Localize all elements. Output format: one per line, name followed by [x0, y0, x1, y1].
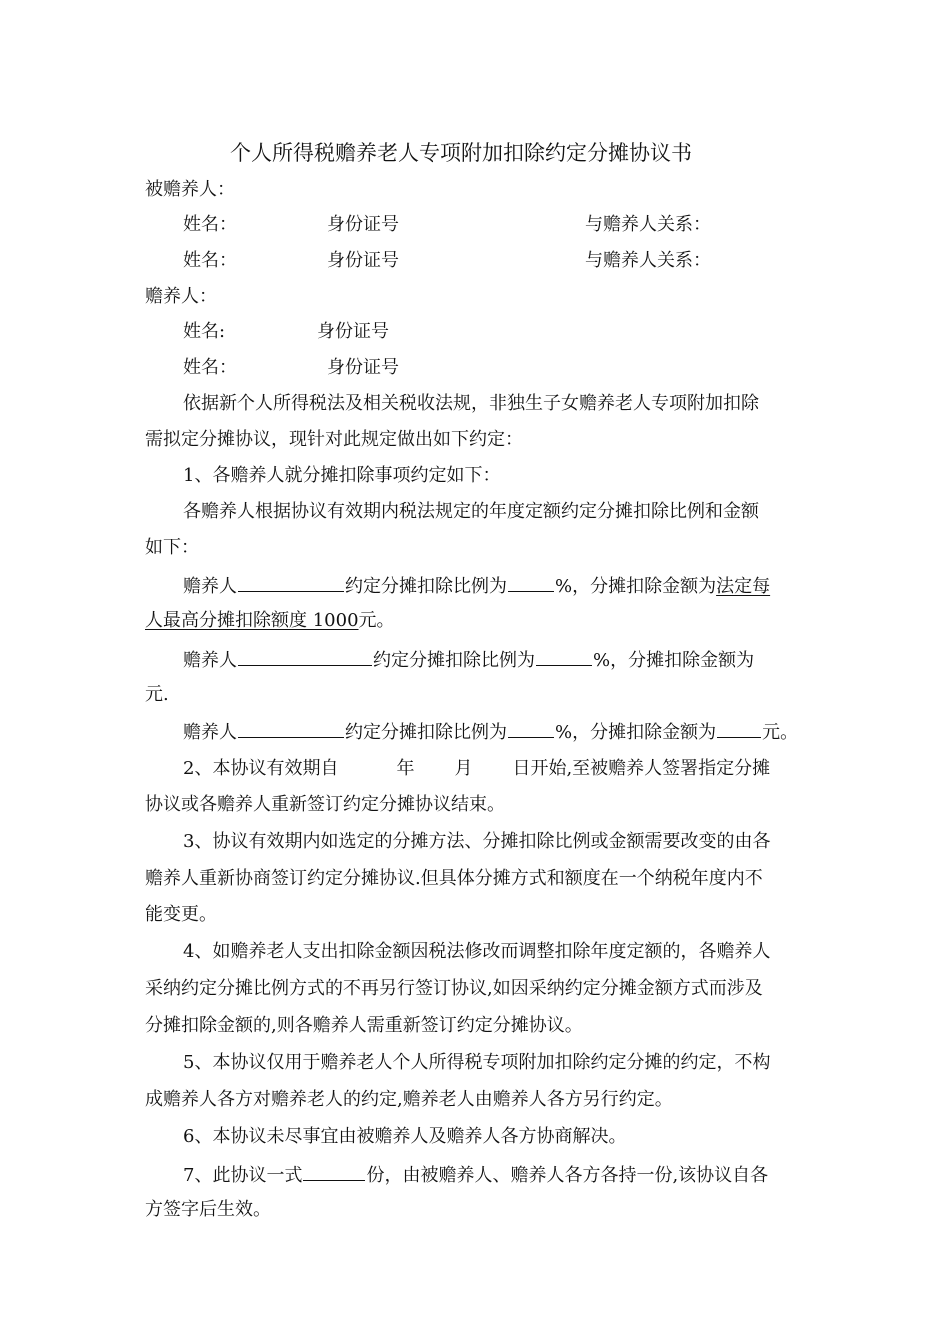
clause-4-line: 4、如赡养老人支出扣除金额因税法修改而调整扣除年度定额的，各赡养人	[183, 941, 771, 962]
entry-amount-label: %，分摊扣除金额为	[555, 722, 717, 743]
dependent-heading: 被赡养人：	[145, 179, 235, 200]
entry-ratio-label: 约定分摊扣除比例为	[345, 722, 507, 743]
clause-7-rest: 份，由被赡养人、赡养人各方各持一份,该协议自各	[366, 1165, 769, 1186]
name-label: 姓名：	[183, 250, 237, 271]
supporters-heading: 赡养人：	[145, 286, 217, 307]
supporter-entry-1	[183, 573, 770, 597]
clause-3-line: 3、协议有效期内如选定的分摊方法、分摊扣除比例或金额需要改变的由各	[183, 831, 771, 852]
supporter-entry-2	[183, 647, 754, 671]
intro-line: 依据新个人所得税法及相关税收法规，非独生子女赡养老人专项附加扣除	[183, 393, 759, 414]
clause-7-line: 方签字后生效。	[145, 1199, 271, 1220]
clause-7-start: 7、此协议一式	[183, 1165, 303, 1186]
clause-5-line: 5、本协议仅用于赡养老人个人所得税专项附加扣除约定分摊的约定，不构	[183, 1052, 771, 1073]
supporter-name-blank[interactable]	[238, 573, 344, 592]
ratio-blank[interactable]	[508, 719, 554, 738]
copies-blank[interactable]	[303, 1162, 365, 1181]
supporter-entry-1-cont	[145, 609, 395, 633]
clause-2-line	[183, 757, 770, 781]
id-label: 身份证号	[327, 214, 399, 235]
clause-1-heading: 1、各赡养人就分摊扣除事项约定如下：	[183, 465, 501, 486]
id-label: 身份证号	[317, 321, 389, 342]
entry-prefix: 赡养人	[183, 576, 237, 597]
clause-1-desc: 如下：	[145, 537, 199, 558]
name-label: 姓名:	[183, 321, 226, 342]
ratio-blank[interactable]	[536, 647, 592, 666]
name-label: 姓名：	[183, 214, 237, 235]
year-label: 年	[396, 758, 415, 779]
amount-blank[interactable]	[717, 719, 761, 738]
statutory-amount-text: 人最高分摊扣除额度 1000	[145, 610, 359, 631]
relation-label: 与赡养人关系：	[585, 214, 711, 235]
entry-end: 元。	[358, 610, 395, 631]
entry-end: 元。	[762, 722, 799, 743]
clause-3-line: 赡养人重新协商签订约定分摊协议.但具体分摊方式和额度在一个纳税年度内不	[145, 868, 763, 889]
clause-1-desc: 各赡养人根据协议有效期内税法规定的年度定额约定分摊扣除比例和金额	[183, 501, 759, 522]
document-title: 个人所得税赡养老人专项附加扣除约定分摊协议书	[230, 141, 692, 165]
clause-2-start: 2、本协议有效期自	[183, 758, 339, 779]
id-label: 身份证号	[327, 357, 399, 378]
entry-ratio-label: 约定分摊扣除比例为	[373, 650, 535, 671]
clause-4-line: 采纳约定分摊比例方式的不再另行签订协议,如因采纳约定分摊金额方式而涉及	[145, 978, 763, 999]
relation-label: 与赡养人关系：	[585, 250, 711, 271]
supporter-entry-3	[183, 719, 798, 743]
intro-line: 需拟定分摊协议，现针对此规定做出如下约定：	[145, 429, 523, 450]
statutory-amount-text: 法定每	[716, 576, 771, 597]
ratio-blank[interactable]	[508, 573, 554, 592]
clause-5-line: 成赡养人各方对赡养老人的约定,赡养老人由赡养人各方另行约定。	[145, 1089, 673, 1110]
entry-amount-label: %，分摊扣除金额为	[555, 576, 717, 597]
entry-prefix: 赡养人	[183, 650, 237, 671]
clause-2-rest: 日开始,至被赡养人签署指定分摊	[512, 758, 771, 779]
supporter-entry-2-cont: 元.	[145, 684, 169, 705]
entry-ratio-label: 约定分摊扣除比例为	[345, 576, 507, 597]
supporter-name-blank[interactable]	[238, 647, 372, 666]
clause-6-line: 6、本协议未尽事宜由被赡养人及赡养人各方协商解决。	[183, 1126, 627, 1147]
clause-3-line: 能变更。	[145, 904, 217, 925]
id-label: 身份证号	[327, 250, 399, 271]
month-label: 月	[454, 758, 473, 779]
clause-4-line: 分摊扣除金额的,则各赡养人需重新签订约定分摊协议。	[145, 1015, 583, 1036]
clause-2-line: 协议或各赡养人重新签订约定分摊协议结束。	[145, 794, 505, 815]
supporter-name-blank[interactable]	[238, 719, 344, 738]
entry-amount-label: %，分摊扣除金额为	[593, 650, 755, 671]
clause-7-line	[183, 1162, 768, 1186]
entry-prefix: 赡养人	[183, 722, 237, 743]
name-label: 姓名：	[183, 357, 237, 378]
